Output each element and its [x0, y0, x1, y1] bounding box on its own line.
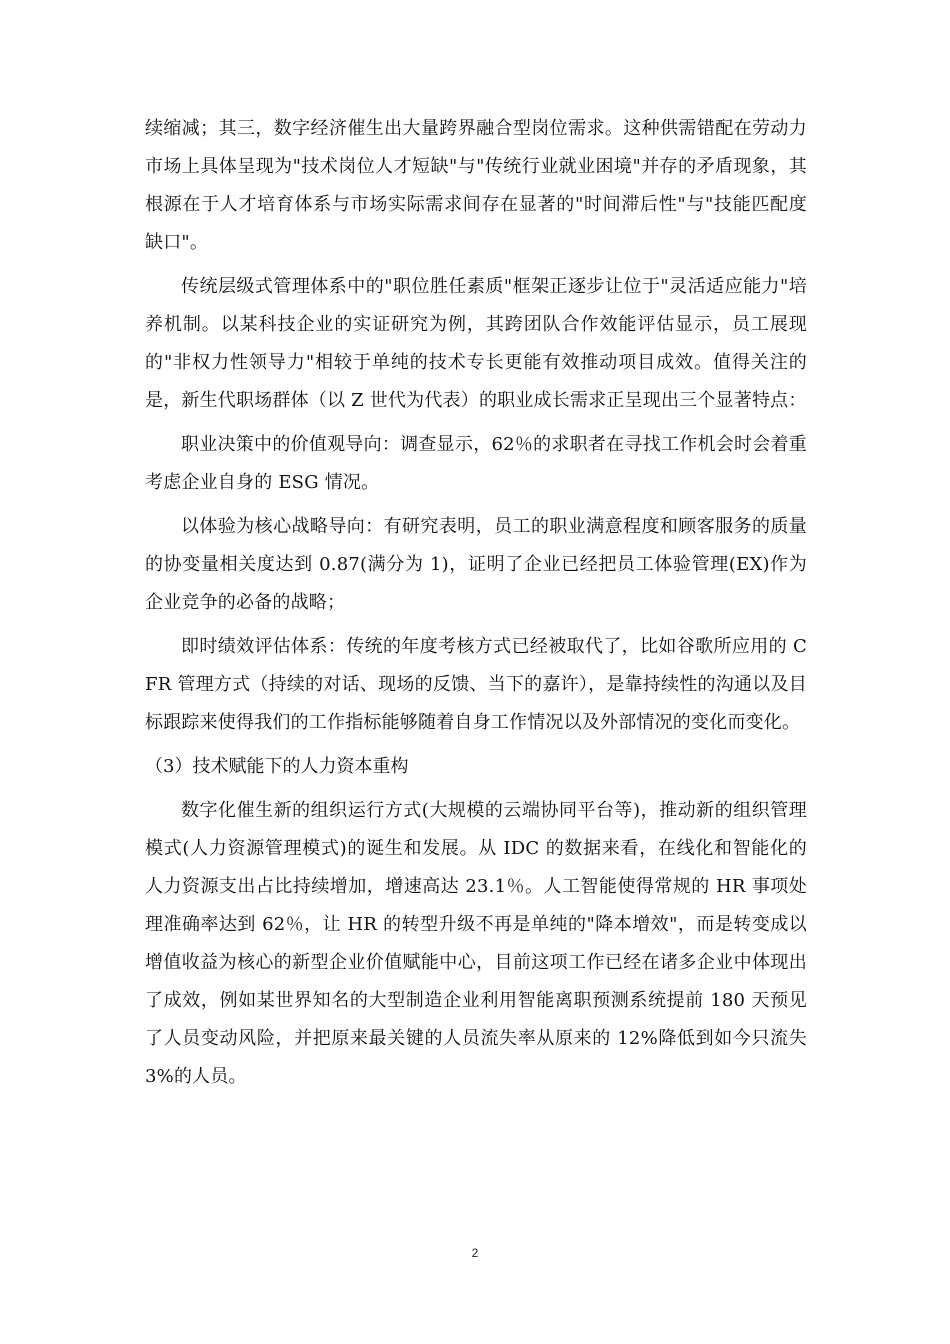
document-body — [145, 110, 807, 1102]
paragraph-management-system: 传统层级式管理体系中的"职位胜任素质"框架正逐步让位于"灵活适应能力"培养机制。以某科技企业的实证研究为例，其跨团队合作效能评估显示，员工展现的"非权力性领导力"相较于单纯的技术专长更能有效推动项目成效。值得关注的是，新生代职场群体（以 Z 世代为代表）的职业成长需求正呈现出三个显著特点： — [145, 276, 807, 411]
page-number: 2 — [471, 1246, 479, 1260]
paragraph-experience-strategy: 以体验为核心战略导向：有研究表明，员工的职业满意程度和顾客服务的质量的协变量相关度达到 0.87(满分为 1)，证明了企业已经把员工体验管理(EX)作为企业竞争的必备的战略； — [145, 516, 807, 613]
section-heading: （3）技术赋能下的人力资本重构 — [145, 756, 409, 777]
paragraph-values-orientation: 职业决策中的价值观导向：调查显示，62％的求职者在寻找工作机会时会着重考虑企业自身的 ESG 情况。 — [145, 434, 807, 493]
paragraph-technology-enablement: 数字化催生新的组织运行方式(大规模的云端协同平台等)，推动新的组织管理模式(人力资源管理模式)的诞生和发展。从 IDC 的数据来看，在线化和智能化的人力资源支出占比持续增加，增速高达 23.1％。人工智能使得常规的 HR 事项处理准确率达到 62％，让 HR 的转型升级不再是单纯的"降本增效"，而是转变成以增值收益为核心的新型企业价值赋能中心，目前这项工作已经在诸多企业中体现出了成效，例如某世界知名的大型制造企业利用智能离职预测系统提前 180 天预见了人员变动风险，并把原来最关键的人员流失率从原来的 12%降低到如今只流失 3%的人员。 — [145, 800, 807, 1087]
paragraph-performance-evaluation: 即时绩效评估体系：传统的年度考核方式已经被取代了，比如谷歌所应用的 CFR 管理方式（持续的对话、现场的反馈、当下的嘉许），是靠持续性的沟通以及目标跟踪来使得我们的工作指标能够随着自身工作情况以及外部情况的变化而变化。 — [145, 636, 807, 733]
paragraph-continuation: 续缩减；其三，数字经济催生出大量跨界融合型岗位需求。这种供需错配在劳动力市场上具体呈现为"技术岗位人才短缺"与"传统行业就业困境"并存的矛盾现象，其根源在于人才培育体系与市场实际需求间存在显著的"时间滞后性"与"技能匹配度缺口"。 — [145, 118, 807, 253]
